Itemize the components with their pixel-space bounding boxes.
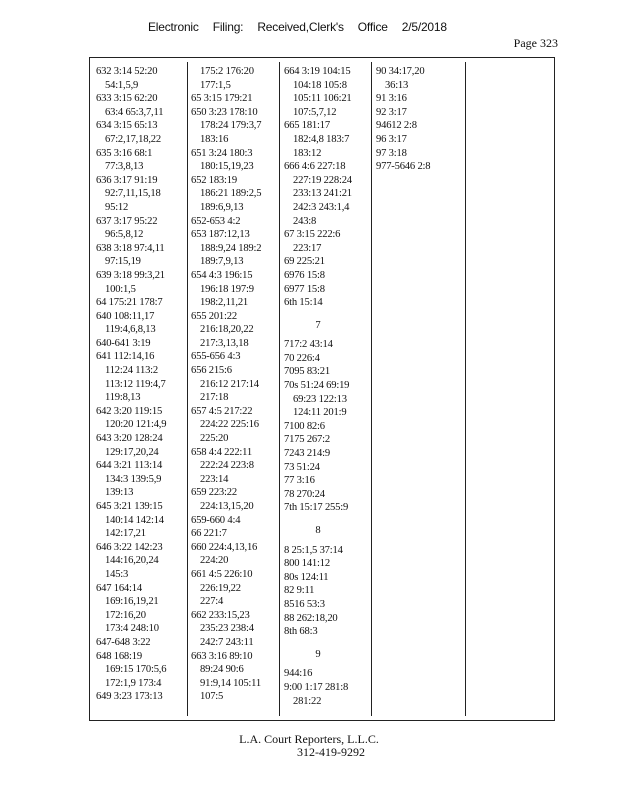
entry-term: 655-656 4:3 xyxy=(191,351,241,363)
entry-continuation: 242:3 243:1,4 xyxy=(293,201,350,213)
index-entry xyxy=(191,106,261,147)
index-entry xyxy=(284,681,352,708)
entry-continuation: 189:7,9,13 xyxy=(200,256,244,268)
entry-term: 641 112:14,16 xyxy=(96,351,155,363)
index-entry xyxy=(191,350,261,364)
section-letter: 9 xyxy=(315,648,321,660)
entry-continuation: 227:4 xyxy=(200,596,224,608)
index-entry xyxy=(284,255,352,269)
entry-continuation: 169:16,19,21 xyxy=(105,596,159,608)
index-entry xyxy=(284,474,352,488)
index-entry xyxy=(191,568,261,609)
entry-term: 66 221:7 xyxy=(191,528,227,540)
filing-header xyxy=(148,20,478,34)
entry-continuation: 69:23 122:13 xyxy=(293,393,347,405)
index-entry xyxy=(191,650,261,704)
index-entry xyxy=(191,446,261,487)
entry-continuation: 177:1,5 xyxy=(200,79,231,91)
entry-continuation: 217:3,13,18 xyxy=(200,337,249,349)
entry-continuation: 186:21 189:2,5 xyxy=(200,188,262,200)
index-entry xyxy=(284,488,352,502)
index-entry xyxy=(96,119,166,146)
entry-continuation: 183:12 xyxy=(293,147,322,159)
footer xyxy=(0,733,618,759)
index-entry xyxy=(284,571,352,585)
index-entry xyxy=(191,228,261,269)
entry-continuation: 227:19 228:24 xyxy=(293,174,352,186)
entry-continuation: 172:16,20 xyxy=(105,609,146,621)
entry-term: 8th 68:3 xyxy=(284,626,318,638)
entry-term: 8516 53:3 xyxy=(284,598,325,610)
index-entry xyxy=(191,486,261,513)
entry-continuation: 107:5,7,12 xyxy=(293,106,337,118)
entry-term: 638 3:18 97:4,11 xyxy=(96,242,165,254)
index-entry xyxy=(96,459,166,500)
index-entry xyxy=(284,365,352,379)
entry-continuation: 183:16 xyxy=(200,133,229,145)
entry-continuation: 63:4 65:3,7,11 xyxy=(105,106,164,118)
index-entry xyxy=(284,612,352,626)
entry-continuation: 112:24 113:2 xyxy=(105,365,159,377)
index-entry xyxy=(96,147,166,174)
entry-term: 7243 214:9 xyxy=(284,448,330,460)
index-entry xyxy=(284,544,352,558)
index-entry xyxy=(376,106,430,120)
entry-term: 7095 83:21 xyxy=(284,366,330,378)
entry-continuation: 119:8,13 xyxy=(105,392,141,404)
entry-term: 7175 267:2 xyxy=(284,434,330,446)
header-part: Office xyxy=(357,20,388,34)
entry-term: 944:16 xyxy=(284,668,313,680)
entry-continuation: 54:1,5,9 xyxy=(105,79,139,91)
entry-continuation: 242:7 243:11 xyxy=(200,636,254,648)
section-letter: 7 xyxy=(315,319,321,331)
index-entry xyxy=(376,147,430,161)
entry-continuation: 223:14 xyxy=(200,473,229,485)
entry-continuation: 189:6,9,13 xyxy=(200,201,244,213)
entry-term: 654 4:3 196:15 xyxy=(191,269,253,281)
index-entry xyxy=(284,420,352,434)
entry-term: 647 164:14 xyxy=(96,582,142,594)
entry-term: 977-5646 2:8 xyxy=(376,161,431,173)
entry-continuation: 182:4,8 183:7 xyxy=(293,133,350,145)
header-part: Received,Clerk's xyxy=(257,20,344,34)
header-part: 2/5/2018 xyxy=(401,20,447,34)
entry-term: 73 51:24 xyxy=(284,461,320,473)
index-entry xyxy=(96,174,166,215)
entry-term: 9:00 1:17 281:8 xyxy=(284,681,349,693)
entry-continuation: 169:15 170:5,6 xyxy=(105,664,167,676)
index-entry xyxy=(191,65,261,92)
entry-term: 666 4:6 227:18 xyxy=(284,161,346,173)
index-entry xyxy=(96,432,166,459)
entry-continuation: 180:15,19,23 xyxy=(200,161,254,173)
entry-continuation: 95:12 xyxy=(105,201,129,213)
entry-continuation: 119:4,6,8,13 xyxy=(105,324,156,336)
index-entry xyxy=(96,296,166,310)
entry-term: 644 3:21 113:14 xyxy=(96,460,163,472)
section-letter: 8 xyxy=(315,525,321,536)
entry-term: 659-660 4:4 xyxy=(191,514,241,526)
entry-term: 645 3:21 139:15 xyxy=(96,501,163,512)
entry-continuation: 222:24 223:8 xyxy=(200,460,254,472)
index-entry xyxy=(96,636,166,650)
index-entry xyxy=(284,160,352,228)
entry-term: 640-641 3:19 xyxy=(96,337,151,349)
header-part: Electronic xyxy=(148,20,199,34)
entry-term: 639 3:18 99:3,21 xyxy=(96,269,165,281)
index-entry xyxy=(96,65,166,92)
entry-term: 652 183:19 xyxy=(191,174,237,186)
entry-continuation: 129:17,20,24 xyxy=(105,446,159,458)
entry-continuation: 100:1,5 xyxy=(105,283,136,295)
entry-term: 7100 82:6 xyxy=(284,420,325,432)
index-entry xyxy=(191,215,261,229)
entry-term: 82 9:11 xyxy=(284,585,315,597)
entry-term: 70 226:4 xyxy=(284,352,320,364)
entry-term: 800 141:12 xyxy=(284,558,330,570)
entry-term: 650 3:23 178:10 xyxy=(191,106,258,118)
entry-term: 77 3:16 xyxy=(284,475,315,487)
index-entry xyxy=(284,352,352,366)
entry-term: 651 3:24 180:3 xyxy=(191,147,253,159)
entry-term: 70s 51:24 69:19 xyxy=(284,380,350,392)
index-entry xyxy=(284,461,352,475)
entry-term: 655 201:22 xyxy=(191,310,237,322)
entry-term: 6976 15:8 xyxy=(284,269,325,281)
index-entry xyxy=(96,215,166,242)
index-entry xyxy=(96,582,166,636)
entry-term: 7th 15:17 255:9 xyxy=(284,502,349,514)
entry-term: 642 3:20 119:15 xyxy=(96,405,163,417)
column-divider xyxy=(465,62,466,716)
index-entry xyxy=(96,310,166,337)
index-entry xyxy=(191,541,261,568)
entry-continuation: 223:17 xyxy=(293,242,322,254)
index-entry xyxy=(284,296,352,310)
entry-continuation: 107:5 xyxy=(200,691,224,703)
entry-continuation: 224:20 xyxy=(200,555,229,567)
entry-term: 646 3:22 142:23 xyxy=(96,541,163,553)
entry-continuation: 92:7,11,15,18 xyxy=(105,188,161,200)
entry-continuation: 104:18 105:8 xyxy=(293,79,347,91)
entry-continuation: 36:13 xyxy=(385,79,409,91)
entry-term: 662 233:15,23 xyxy=(191,609,250,621)
index-entry xyxy=(96,500,166,541)
entry-continuation: 216:18,20,22 xyxy=(200,324,254,336)
column-divider xyxy=(371,62,372,716)
entry-term: 632 3:14 52:20 xyxy=(96,66,158,77)
index-entry xyxy=(284,119,352,160)
index-entry xyxy=(284,433,352,447)
entry-term: 92 3:17 xyxy=(376,106,407,118)
index-entry xyxy=(96,350,166,404)
entry-term: 8 25:1,5 37:14 xyxy=(284,544,343,556)
entry-continuation: 198:2,11,21 xyxy=(200,297,249,309)
entry-term: 80s 124:11 xyxy=(284,571,329,583)
index-entry xyxy=(284,625,352,639)
entry-term: 648 168:19 xyxy=(96,650,142,662)
index-column-2 xyxy=(191,65,261,704)
index-entry xyxy=(284,667,352,681)
entry-term: 97 3:18 xyxy=(376,147,407,159)
index-entry xyxy=(191,92,261,106)
entry-continuation: 224:13,15,20 xyxy=(200,501,254,512)
index-entry xyxy=(191,147,261,174)
index-entry xyxy=(96,269,166,296)
entry-continuation: 217:18 xyxy=(200,392,229,404)
entry-term: 91 3:16 xyxy=(376,93,407,105)
entry-term: 665 181:17 xyxy=(284,120,330,132)
court-reporter-name: L.A. Court Reporters, L.L.C. xyxy=(239,732,379,746)
entry-continuation: 96:5,8,12 xyxy=(105,229,144,241)
entry-term: 640 108:11,17 xyxy=(96,310,155,322)
index-frame xyxy=(89,57,555,721)
index-entry xyxy=(96,92,166,119)
entry-term: 658 4:4 222:11 xyxy=(191,446,252,458)
index-entry xyxy=(284,557,352,571)
entry-continuation: 77:3,8,13 xyxy=(105,161,144,173)
entry-continuation: 243:8 xyxy=(293,215,317,227)
index-entry xyxy=(376,92,430,106)
entry-term: 88 262:18,20 xyxy=(284,612,338,624)
entry-term: 634 3:15 65:13 xyxy=(96,120,158,132)
entry-continuation: 124:11 201:9 xyxy=(293,407,347,419)
entry-term: 90 34:17,20 xyxy=(376,66,425,77)
entry-continuation: 178:24 179:3,7 xyxy=(200,120,262,132)
entry-continuation: 188:9,24 189:2 xyxy=(200,242,262,254)
index-column-1 xyxy=(96,65,166,704)
index-entry xyxy=(376,119,430,133)
entry-term: 653 187:12,13 xyxy=(191,229,250,241)
entry-term: 6977 15:8 xyxy=(284,283,325,295)
entry-continuation: 173:4 248:10 xyxy=(105,623,159,635)
index-entry xyxy=(191,609,261,650)
entry-term: 663 3:16 89:10 xyxy=(191,650,253,662)
entry-continuation: 225:20 xyxy=(200,433,229,445)
index-entry xyxy=(191,269,261,310)
entry-term: 6th 15:14 xyxy=(284,297,323,309)
index-entry xyxy=(284,65,352,119)
entry-continuation: 91:9,14 105:11 xyxy=(200,677,261,689)
entry-continuation: 105:11 106:21 xyxy=(293,93,352,105)
entry-continuation: 235:23 238:4 xyxy=(200,623,254,635)
entry-term: 664 3:19 104:15 xyxy=(284,66,351,77)
entry-continuation: 120:20 121:4,9 xyxy=(105,419,167,431)
entry-term: 637 3:17 95:22 xyxy=(96,215,158,227)
index-entry xyxy=(284,269,352,283)
entry-continuation: 134:3 139:5,9 xyxy=(105,473,162,485)
entry-continuation: 67:2,17,18,22 xyxy=(105,133,161,145)
entry-continuation: 196:18 197:9 xyxy=(200,283,254,295)
entry-continuation: 226:19,22 xyxy=(200,582,241,594)
entry-term: 643 3:20 128:24 xyxy=(96,433,163,445)
index-entry xyxy=(376,160,430,174)
index-entry xyxy=(284,338,352,352)
entry-term: 65 3:15 179:21 xyxy=(191,93,253,105)
entry-term: 649 3:23 173:13 xyxy=(96,691,163,703)
entry-continuation: 142:17,21 xyxy=(105,528,146,540)
court-reporter-phone: 312-419-9292 xyxy=(297,745,365,759)
entry-term: 661 4:5 226:10 xyxy=(191,568,253,580)
index-entry xyxy=(96,337,166,351)
index-entry xyxy=(284,501,352,515)
column-divider xyxy=(187,62,188,716)
index-entry xyxy=(284,228,352,255)
entry-term: 652-653 4:2 xyxy=(191,215,241,227)
index-entry xyxy=(96,541,166,582)
index-entry xyxy=(191,364,261,405)
index-entry xyxy=(376,133,430,147)
entry-continuation: 224:22 225:16 xyxy=(200,419,259,431)
index-entry xyxy=(284,447,352,461)
entry-continuation: 281:22 xyxy=(293,695,322,707)
entry-term: 647-648 3:22 xyxy=(96,636,151,648)
entry-term: 635 3:16 68:1 xyxy=(96,147,153,159)
entry-term: 656 215:6 xyxy=(191,365,232,377)
entry-continuation: 97:15,19 xyxy=(105,256,141,268)
index-entry xyxy=(191,514,261,528)
index-entry xyxy=(284,379,352,420)
column-divider xyxy=(279,62,280,716)
entry-term: 67 3:15 222:6 xyxy=(284,229,341,241)
header-part: Filing: xyxy=(212,20,244,34)
entry-term: 94612 2:8 xyxy=(376,120,417,132)
index-entry xyxy=(96,242,166,269)
index-entry xyxy=(191,405,261,446)
entry-term: 636 3:17 91:19 xyxy=(96,174,158,186)
entry-term: 69 225:21 xyxy=(284,256,325,268)
index-entry xyxy=(191,310,261,351)
index-entry xyxy=(376,65,430,92)
entry-continuation: 139:13 xyxy=(105,487,134,499)
entry-continuation: 216:12 217:14 xyxy=(200,378,259,390)
entry-continuation: 145:3 xyxy=(105,568,129,580)
index-entry xyxy=(96,690,166,704)
index-entry xyxy=(284,283,352,297)
index-entry xyxy=(96,405,166,432)
entry-term: 64 175:21 178:7 xyxy=(96,297,163,309)
entry-term: 660 224:4,13,16 xyxy=(191,541,258,553)
index-column-3 xyxy=(284,65,352,708)
index-entry xyxy=(284,584,352,598)
index-entry xyxy=(284,598,352,612)
entry-term: 96 3:17 xyxy=(376,133,407,145)
entry-term: 657 4:5 217:22 xyxy=(191,405,253,417)
entry-term: 633 3:15 62:20 xyxy=(96,93,158,105)
entry-continuation: 113:12 119:4,7 xyxy=(105,378,166,390)
entry-term: 717:2 43:14 xyxy=(284,339,333,351)
index-entry xyxy=(191,527,261,541)
index-column-4 xyxy=(376,65,430,174)
entry-continuation: 144:16,20,24 xyxy=(105,555,159,567)
index-entry xyxy=(96,650,166,691)
entry-continuation: 172:1,9 173:4 xyxy=(105,677,162,689)
entry-term: 659 223:22 xyxy=(191,487,237,499)
index-entry xyxy=(191,174,261,215)
entry-continuation: 175:2 176:20 xyxy=(200,66,254,77)
page-number: Page 323 xyxy=(513,36,558,50)
entry-continuation: 140:14 142:14 xyxy=(105,514,164,526)
entry-continuation: 89:24 90:6 xyxy=(200,664,244,676)
entry-continuation: 233:13 241:21 xyxy=(293,188,352,200)
entry-term: 78 270:24 xyxy=(284,488,325,500)
